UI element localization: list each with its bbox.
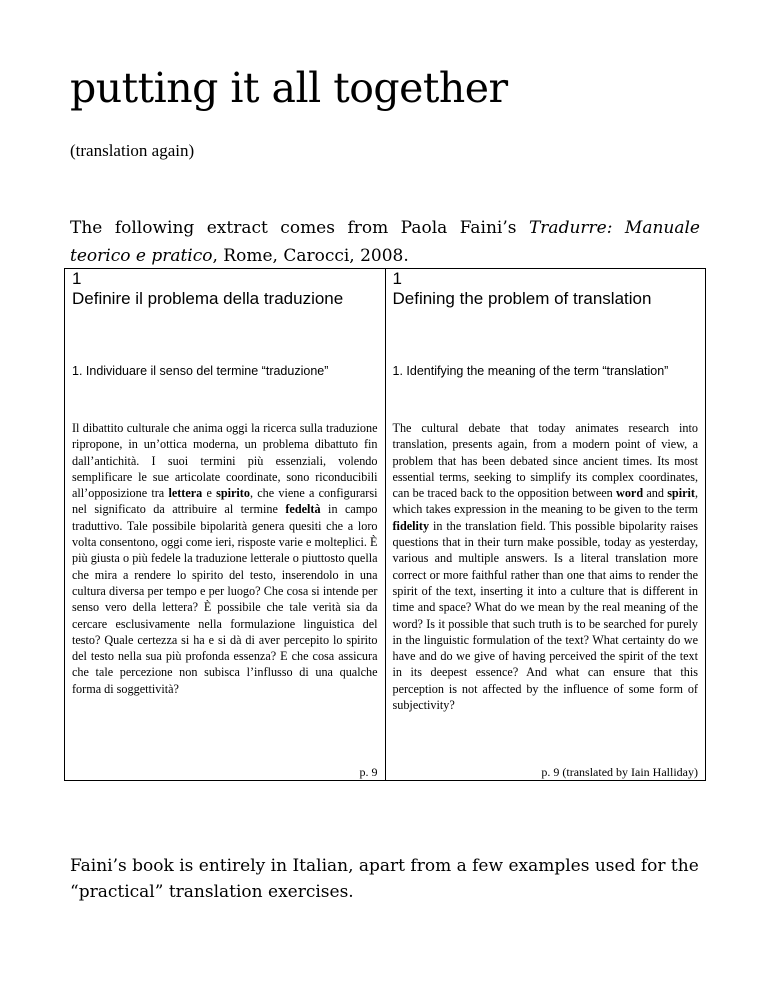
intro-text-after: , Rome, Carocci, 2008. bbox=[212, 246, 409, 266]
italian-keyword-fedelta: fedeltà bbox=[285, 502, 321, 517]
english-chapter-number: 1 bbox=[385, 269, 706, 290]
english-page-ref bbox=[385, 765, 706, 781]
english-body-text bbox=[385, 420, 706, 765]
italian-text-part: Il dibattito culturale che anima oggi la ricerca sulla traduzione ripropone, in un’ottica moderna, un problema dibattuto fin dall’antichità. I suoi termini più essenziali, volendo semplificare le sue articolate coordinate, sono riconducibili all’opposizione tra bbox=[72, 421, 378, 501]
english-text-part: in the translation field. This possible bipolarity raises questions that in their turn make possible, today as yesterday, various and multiple answers. Is a literal translation more correct or more faithful rather than one that aims to render the spirit of the text, inserting it into a culture that is different in time and space? What do we mean by the real meaning of the word? Is it possible that such truth is to be searched for purely in the linguistic formulation of the text? What certainty do we have and do we give of having perceived the spirit of the text in its deepest essence? And what can ensure that this perception is not affected by the influence of some form of subjectivity? bbox=[392, 518, 698, 713]
italian-page-ref-text: p. 9 bbox=[359, 765, 378, 779]
english-text-part: , which takes expression in the meaning to be given to the term bbox=[392, 486, 698, 517]
english-keyword-spirit: spirit bbox=[667, 486, 695, 501]
page-title: putting it all together bbox=[70, 64, 508, 112]
italian-keyword-spirito: spirito bbox=[216, 486, 250, 501]
italian-text-part: e bbox=[202, 486, 217, 501]
intro-text-before: The following extract comes from Paola Faini’s bbox=[70, 218, 529, 238]
book-title: Tradurre: Manuale teorico e pratico bbox=[70, 218, 700, 266]
english-text-part: The cultural debate that today animates research into translation, presents again, from a modern point of view, a problem that has been debated since ancient times. Its most essential terms, seeking to simplify its complex coordinates, can be traced back to the opposition between bbox=[392, 421, 698, 501]
italian-section-title: 1. Individuare il senso del termine “traduzione” bbox=[65, 363, 386, 420]
english-keyword-fidelity: fidelity bbox=[392, 518, 430, 533]
italian-chapter-number: 1 bbox=[65, 269, 386, 290]
italian-keyword-lettera: lettera bbox=[168, 486, 203, 501]
english-keyword-word: word bbox=[616, 486, 644, 501]
extract-table bbox=[64, 268, 706, 781]
italian-text-part: , che viene a configurarsi nel significato da attribuire al termine bbox=[72, 486, 378, 517]
italian-text-part: in campo traduttivo. Tale possibile bipolarità genera quesiti che a loro volta consentono, oggi come ieri, risposte varie e molteplici. È più giusta o più fedele la traduzione letterale o piuttosto quella che mira a rendere lo spirito del testo, inserendolo in una cultura diversa per tempo e per luogo? Che cosa si intende per senso vero della lettera? È possibile che tale verità sia da cercare esclusivamente nella formulazione linguistica del testo? Quale certezza si ha e si dà di aver percepito lo spirito del testo nella sua più profonda essenza? E che cosa assicura che tale percezione non subisca l’influsso di una qualche forma di soggettività? bbox=[72, 502, 378, 696]
english-page-ref-text: p. 9 (translated by Iain Halliday) bbox=[541, 765, 698, 779]
english-section-title: 1. Identifying the meaning of the term “translation” bbox=[385, 363, 706, 420]
intro-paragraph bbox=[70, 214, 700, 270]
italian-chapter-title: Definire il problema della traduzione bbox=[65, 289, 386, 363]
italian-body-text bbox=[65, 420, 386, 765]
page-subtitle: (translation again) bbox=[70, 141, 195, 160]
italian-page-ref bbox=[65, 765, 386, 781]
english-chapter-title: Defining the problem of translation bbox=[385, 289, 706, 363]
english-text-part: and bbox=[643, 486, 668, 501]
outro-paragraph: Faini’s book is entirely in Italian, apart from a few examples used for the “practical” translation exercises. bbox=[70, 856, 699, 902]
